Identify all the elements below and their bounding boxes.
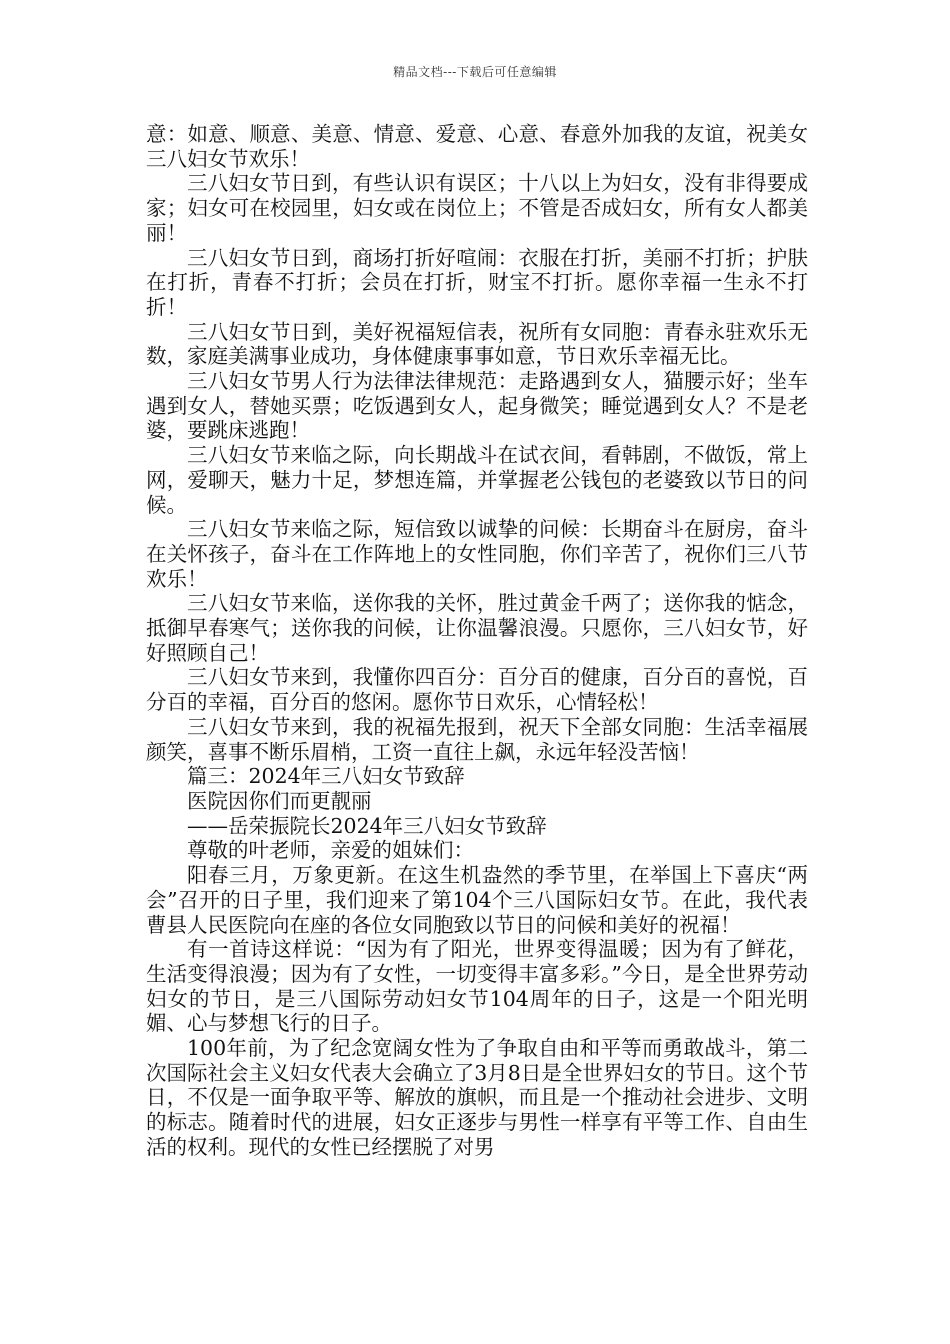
salutation: 尊敬的叶老师，亲爱的姐妹们： bbox=[187, 838, 474, 863]
speech-subtitle: ——岳荣振院长2024年三八妇女节致辞 bbox=[187, 813, 547, 838]
paragraph: 三八妇女节日到，有些认识有误区；十八以上为妇女，没有非得要成家；妇女可在校园里，妇女或在岗位上；不管是否成妇女，所有女人都美丽！ bbox=[146, 171, 808, 245]
paragraph: 三八妇女节来到，我的祝福先报到，祝天下全部女同胞：生活幸福展颜笑，喜事不断乐眉梢，工资一直往上飙，永远年轻没苦恼！ bbox=[146, 714, 808, 764]
paragraph: 100年前，为了纪念宽阔女性为了争取自由和平等而勇敢战斗，第二次国际社会主义妇女代表大会确立了3月8日是全世界妇女的节日。这个节日，不仅是一面争取平等、解放的旗帜，而且是一个推动社会进步、文明的标志。随着时代的进展，妇女正逐步与男性一样享有平等工作、自由生活的权利。现代的女性已经摆脱了对男 bbox=[146, 1036, 808, 1159]
paragraph: 三八妇女节来临之际，向长期战斗在试衣间，看韩剧，不做饭，常上网，爱聊天，魅力十足，梦想连篇，并掌握老公钱包的老婆致以节日的问候。 bbox=[146, 443, 808, 517]
paragraph: 三八妇女节男人行为法律法律规范：走路遇到女人，猫腰示好；坐车遇到女人，替她买票；吃饭遇到女人，起身微笑；睡觉遇到女人？不是老婆，要跳床逃跑！ bbox=[146, 369, 808, 443]
paragraph: 阳春三月，万象更新。在这生机盎然的季节里，在举国上下喜庆“两会”召开的日子里，我们迎来了第104个三八国际妇女节。在此，我代表曹县人民医院向在座的各位女同胞致以节日的问候和美好的祝福！ bbox=[146, 863, 808, 937]
document-body bbox=[146, 122, 808, 1160]
paragraph: 三八妇女节日到，商场打折好喧闹：衣服在打折，美丽不打折；护肤在打折，青春不打折；会员在打折，财宝不打折。愿你幸福一生永不打折！ bbox=[146, 245, 808, 319]
paragraph: 三八妇女节来到，我懂你四百分：百分百的健康，百分百的喜悦，百分百的幸福，百分百的悠闲。愿你节日欢乐，心情轻松！ bbox=[146, 665, 808, 715]
page-header: 精品文档---下载后可任意编辑 bbox=[393, 65, 557, 79]
paragraph: 三八妇女节来临，送你我的关怀，胜过黄金千两了；送你我的惦念，抵御早春寒气；送你我的问候，让你温馨浪漫。只愿你，三八妇女节，好好照顾自己！ bbox=[146, 591, 808, 665]
paragraph: 三八妇女节来临之际，短信致以诚挚的问候：长期奋斗在厨房，奋斗在关怀孩子，奋斗在工作阵地上的女性同胞，你们辛苦了，祝你们三八节欢乐！ bbox=[146, 517, 808, 591]
paragraph: 有一首诗这样说：“因为有了阳光，世界变得温暖；因为有了鲜花，生活变得浪漫；因为有了女性，一切变得丰富多彩。”今日，是全世界劳动妇女的节日，是三八国际劳动妇女节104周年的日子，这是一个阳光明媚、心与梦想飞行的日子。 bbox=[146, 937, 808, 1036]
paragraph: 意：如意、顺意、美意、情意、爱意、心意、春意外加我的友谊，祝美女三八妇女节欢乐！ bbox=[146, 122, 808, 171]
paragraph: 三八妇女节日到，美好祝福短信表，祝所有女同胞：青春永驻欢乐无数，家庭美满事业成功，身体健康事事如意，节日欢乐幸福无比。 bbox=[146, 319, 808, 369]
section-heading: 篇三：2024年三八妇女节致辞 bbox=[187, 764, 465, 789]
speech-title: 医院因你们而更靓丽 bbox=[187, 788, 372, 813]
